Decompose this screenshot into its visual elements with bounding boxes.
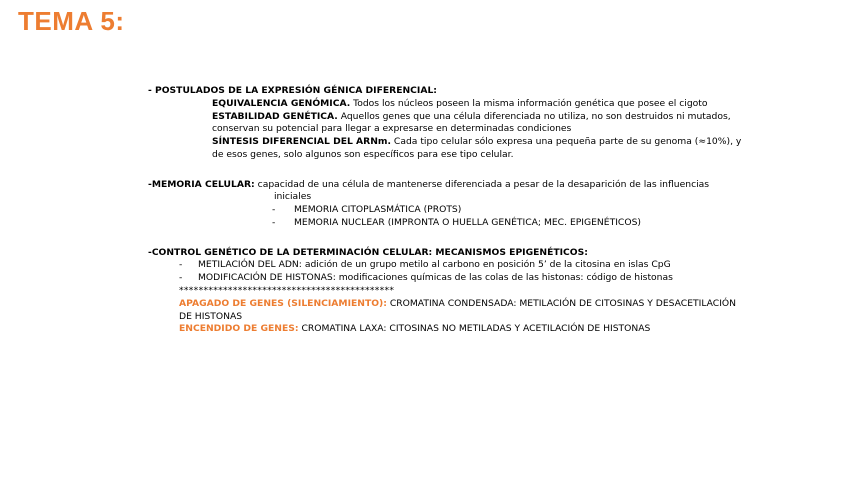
postulado-item [148, 98, 788, 111]
encendido-label: ENCENDIDO DE GENES: [179, 323, 299, 335]
apagado-text: CROMATINA CONDENSADA: METILACIÓN DE CITOSINAS Y DESACETILACIÓN [386, 297, 737, 309]
postulado-item [148, 136, 788, 149]
list-item [148, 217, 788, 230]
postulados-heading: - POSTULADOS DE LA EXPRESIÓN GÉNICA DIFERENCIAL: [148, 85, 437, 96]
memoria-definition [148, 179, 788, 192]
separator-stars: ******************************************** [179, 284, 395, 296]
list-item-text: MEMORIA CITOPLASMÁTICA (PROTS) [294, 204, 462, 216]
list-item-text: MEMORIA NUCLEAR (IMPRONTA O HUELLA GENÉTICA; MEC. EPIGENÉTICOS) [294, 216, 641, 228]
postulado-text: Cada tipo celular sólo expresa una pequeña parte de su genoma (≈10%), y [390, 136, 742, 148]
postulado-term: SÍNTESIS DIFERENCIAL DEL ARNm. [212, 136, 391, 148]
list-item-text: METILACIÓN DEL ADN: adición de un grupo metilo al carbono en posición 5’ de la citosina en islas CpG [198, 259, 671, 271]
bullet-dash: - [272, 204, 276, 216]
encendido-line [148, 323, 788, 336]
list-item [148, 272, 788, 285]
postulado-continuation: de esos genes, solo algunos son específicos para ese tipo celular. [212, 148, 514, 160]
list-item-text: MODIFICACIÓN DE HISTONAS: modificaciones químicas de las colas de las histonas: código de histonas [198, 272, 673, 284]
memoria-continuation: iniciales [274, 191, 312, 203]
bullet-dash: - [179, 272, 183, 284]
postulado-text: Todos los núcleos poseen la misma información genética que posee el cigoto [350, 97, 708, 109]
postulado-text: Aquellos genes que una célula diferenciada no utiliza, no son destruidos ni mutados, [337, 110, 731, 122]
apagado-line [148, 298, 788, 311]
postulado-term: ESTABILIDAD GENÉTICA. [212, 110, 338, 122]
bullet-dash: - [272, 216, 276, 228]
postulado-item [148, 111, 788, 124]
page-title: TEMA 5: [18, 6, 125, 36]
apagado-label: APAGADO DE GENES (SILENCIAMIENTO): [179, 297, 387, 309]
memoria-term: -MEMORIA CELULAR: [148, 178, 255, 190]
bullet-dash: - [179, 259, 183, 271]
memoria-text: capacidad de una célula de mantenerse diferenciada a pesar de la desaparición de las influencias [254, 178, 710, 190]
encendido-text: CROMATINA LAXA: CITOSINAS NO METILADAS Y ACETILACIÓN DE HISTONAS [298, 323, 651, 335]
control-heading: -CONTROL GENÉTICO DE LA DETERMINACIÓN CELULAR: MECANISMOS EPIGENÉTICOS: [148, 246, 588, 258]
postulado-term: EQUIVALENCIA GENÓMICA. [212, 97, 351, 109]
apagado-continuation: DE HISTONAS [179, 310, 243, 322]
list-item [148, 259, 788, 272]
postulado-continuation: conservan su potencial para llegar a expresarse en determinadas condiciones [212, 123, 572, 135]
list-item [148, 204, 788, 217]
slide-content [148, 85, 788, 336]
